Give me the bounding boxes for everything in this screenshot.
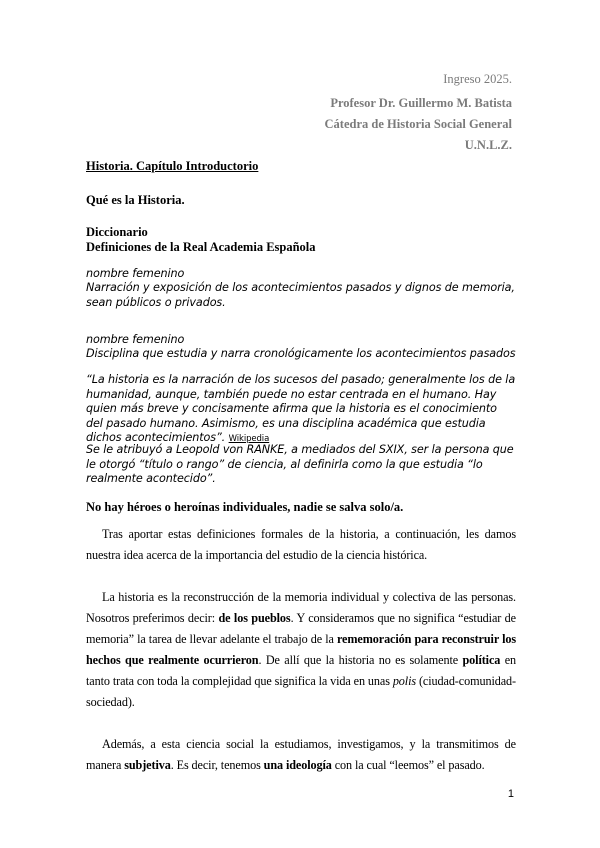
- p3-bold-subjetiva: subjetiva: [124, 758, 171, 772]
- chapter-title: Historia. Capítulo Introductorio: [86, 159, 259, 173]
- p3-text-c: . Es decir, tenemos: [170, 758, 264, 772]
- header-catedra: Cátedra de Historia Social General: [324, 117, 512, 131]
- p2-italic-polis: polis: [392, 674, 417, 688]
- definition-1-type: nombre femenino: [86, 267, 185, 280]
- header-profesor: Profesor Dr. Guillermo M. Batista: [330, 96, 512, 110]
- header-universidad: U.N.L.Z.: [464, 138, 512, 152]
- page-number: 1: [507, 788, 514, 800]
- p2-bold-politica: política: [462, 653, 501, 667]
- p2-bold-rememoracion: rememoración para reconstruir los hechos que realmente ocurrieron: [86, 632, 516, 667]
- dictionary-label: Diccionario: [86, 225, 148, 239]
- wikipedia-quote: [86, 373, 516, 447]
- p2-bold-pueblos: de los pueblos: [218, 611, 291, 625]
- p3-bold-ideologia: una ideología: [263, 758, 332, 772]
- paragraph-1: Tras aportar estas definiciones formales de la historia, a continuación, les damos nuestra idea acerca de la importancia del estudio de la ciencia histórica.: [86, 527, 516, 562]
- definition-2-type: nombre femenino: [86, 333, 185, 346]
- definition-2-text: Disciplina que estudia y narra cronológicamente los acontecimientos pasados: [86, 347, 516, 360]
- paragraph-3: [86, 734, 516, 776]
- section-question: Qué es la Historia.: [86, 193, 185, 207]
- quote-text: “La historia es la narración de los sucesos del pasado; generalmente los de la humanidad, aunque, también puede no estar centrada en el humano. Hay quien más breve y concisamente afirma que la historia es el conocimiento del pasado humano. Asimismo, es una disciplina académica que estudia dichos acontecimientos”.: [86, 373, 516, 444]
- definition-1-text: Narración y exposición de los acontecimientos pasados y dignos de memoria, sean públicos o privados.: [86, 281, 515, 309]
- wikipedia-link[interactable]: Wikipedia: [228, 434, 270, 444]
- p2-text-e: . De allí que la historia no es solamente: [258, 653, 463, 667]
- paragraph-2: [86, 587, 516, 713]
- p2-text-i: (ciudad-comunidad-sociedad).: [86, 674, 516, 709]
- motto: No hay héroes o heroínas individuales, nadie se salva solo/a.: [86, 500, 404, 514]
- header-ingreso: Ingreso 2025.: [443, 72, 512, 86]
- dictionary-source: Definiciones de la Real Academia Española: [86, 240, 316, 254]
- p3-text-e: con la cual “leemos” el pasado.: [331, 758, 485, 772]
- p2-text-c: . Y consideramos que no significa “estudiar de memoria” la tarea de llevar adelante el trabajo de la: [86, 611, 516, 646]
- p2-text-a: La historia es la reconstrucción de la memoria individual y colectiva de las personas. Nosotros preferimos decir:: [86, 590, 516, 625]
- p2-text-g: en tanto trata con toda la complejidad que significa la vida en unas: [86, 653, 517, 688]
- ranke-paragraph: Se le atribuyó a Leopold von RANKE, a mediados del SXIX, ser la persona que le otorgó “título o rango” de ciencia, al definirla como la que estudia “lo realmente acontecido”.: [86, 443, 514, 485]
- p3-text-a: Además, a esta ciencia social la estudiamos, investigamos, y la transmitimos de manera: [86, 737, 516, 772]
